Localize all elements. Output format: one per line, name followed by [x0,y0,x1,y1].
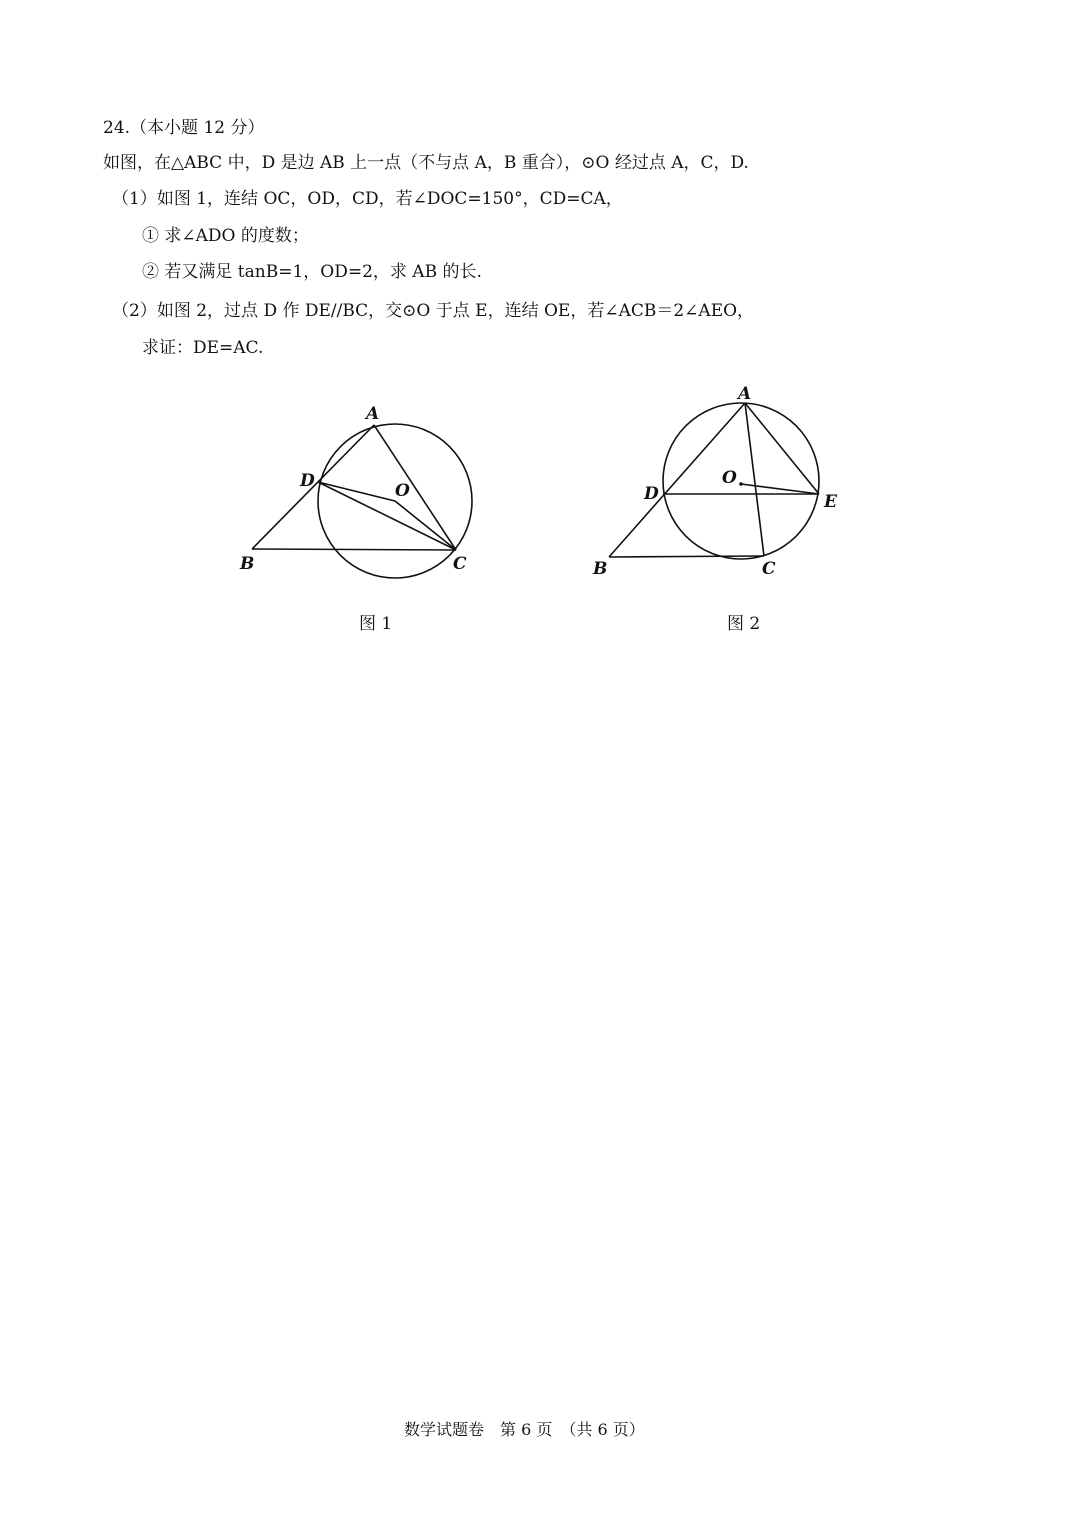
fig1-segment-OC [395,501,456,550]
fig2-label-C: C [762,559,776,579]
fig2-label-B: B [593,559,608,579]
fig2-segment-BC [609,556,764,557]
question-header: 24.（本小题 12 分） [103,118,265,138]
fig1-label-B: B [240,554,255,574]
part1-text: （1）如图 1，连结 OC，OD，CD，若∠DOC=150°，CD=CA， [112,189,623,209]
fig2-segment-AE [745,403,819,494]
fig1-segment-AC [374,425,456,550]
fig1-label-O: O [395,481,410,501]
page-footer: 数学试题卷 第 6 页 （共 6 页） [404,1420,645,1439]
part2-text: （2）如图 2，过点 D 作 DE//BC，交⊙O 于点 E，连结 OE，若∠ACB＝2∠AEO， [112,301,755,321]
part2-prove: 求证：DE=AC. [142,338,264,358]
fig1-label-D: D [300,471,315,491]
figure-1-caption: 图 1 [359,614,393,634]
fig2-segment-AC [745,403,764,556]
fig2-label-A: A [738,384,752,404]
fig1-segment-BC [252,549,456,550]
fig2-label-D: D [644,484,659,504]
fig1-label-C: C [453,554,467,574]
figure-2 [585,378,845,583]
fig2-label-E: E [824,492,837,512]
part1-question-2: ② 若又满足 tanB=1，OD=2，求 AB 的长. [142,262,482,282]
figure-2-caption: 图 2 [727,614,761,634]
fig2-circle [663,403,819,559]
fig2-segment-OE [741,484,819,494]
part1-question-1: ① 求∠ADO 的度数； [142,226,309,246]
fig1-segment-DC [318,482,456,550]
fig1-segment-DO [318,482,395,501]
fig1-label-A: A [366,404,380,424]
fig2-center-O [739,482,743,486]
question-stem: 如图，在△ABC 中，D 是边 AB 上一点（不与点 A，B 重合），⊙O 经过点 A，C，D. [103,153,749,173]
figure-1 [230,395,490,590]
fig2-label-O: O [722,468,737,488]
